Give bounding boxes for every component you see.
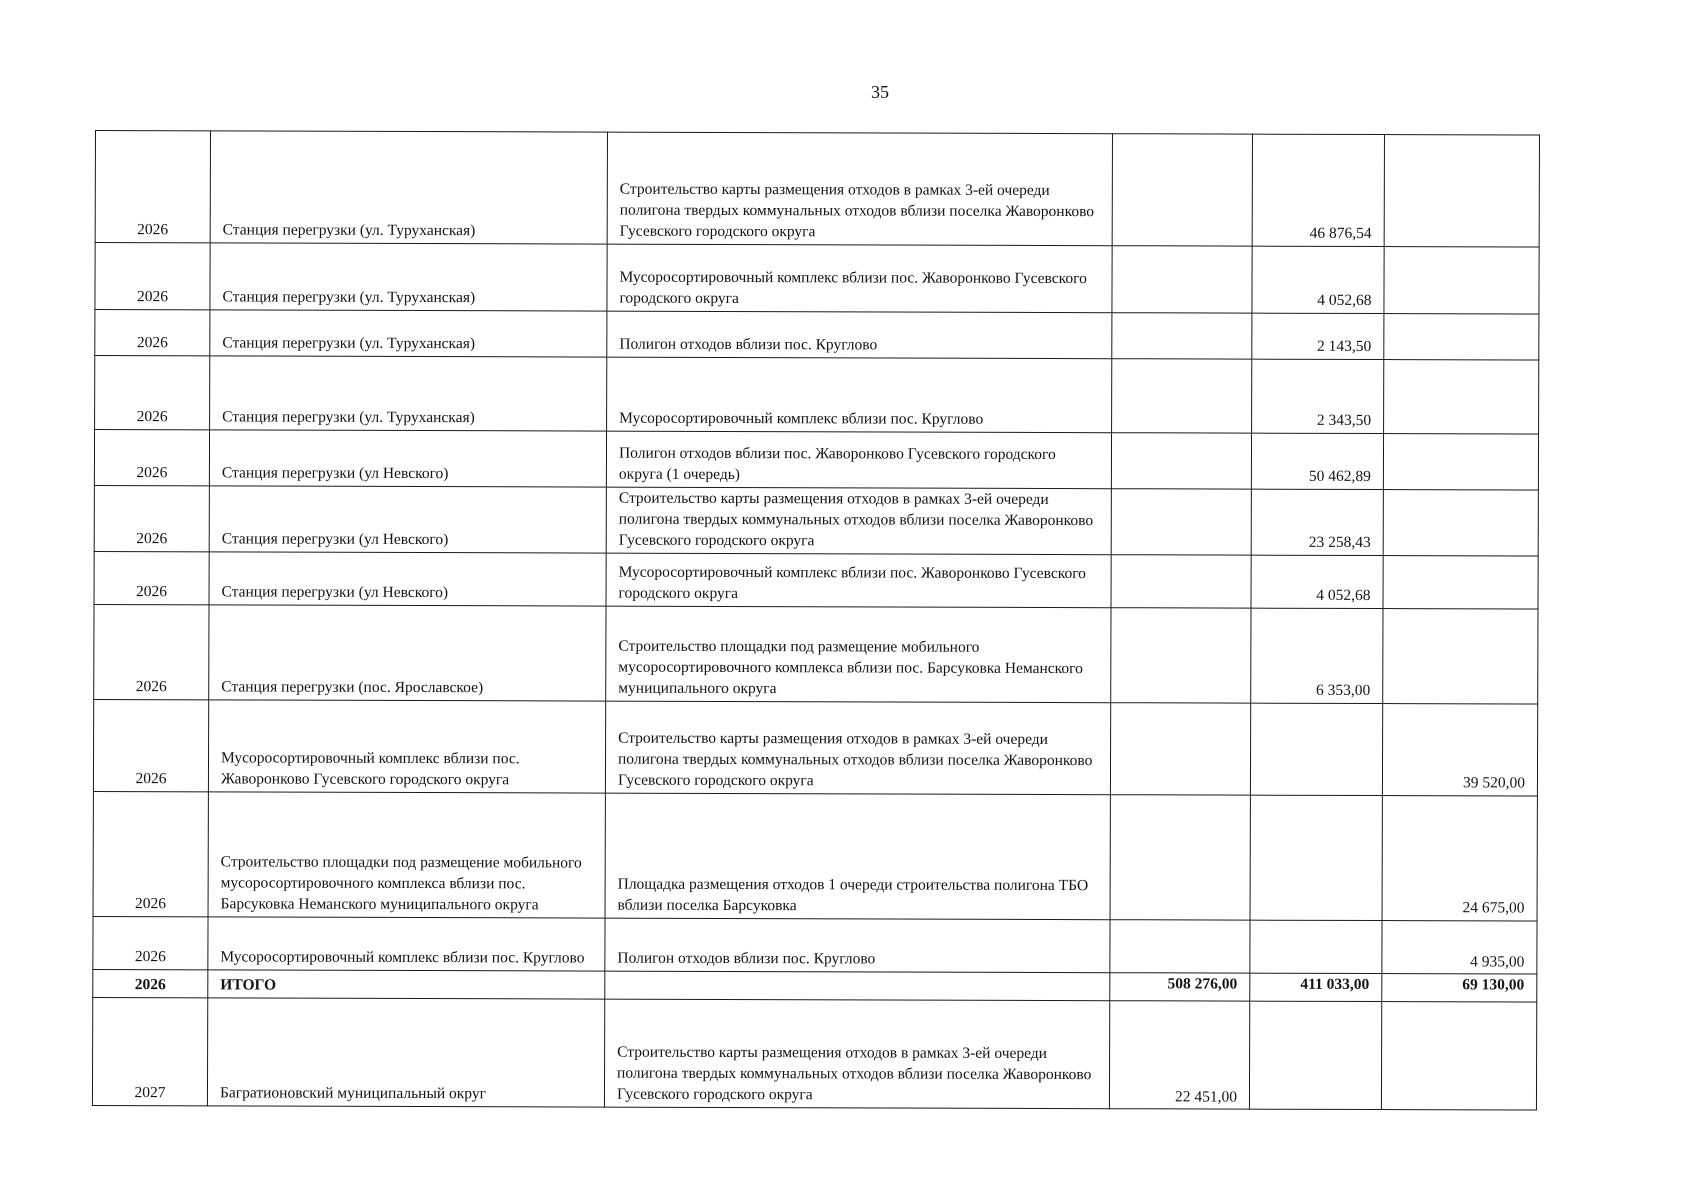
source-cell: Станция перегрузки (ул Невского) xyxy=(209,486,606,553)
amount-cell-col6 xyxy=(1384,360,1539,434)
year-cell: 2026 xyxy=(95,310,210,356)
table-row xyxy=(95,243,1539,315)
amount-cell-col4 xyxy=(1112,246,1252,313)
amount-cell-col5 xyxy=(1250,703,1382,795)
total-col5: 411 033,00 xyxy=(1250,973,1382,1001)
amount-cell-col4 xyxy=(1110,703,1250,795)
year-cell: 2026 xyxy=(94,551,209,604)
destination-cell: Строительство площадки под размещение мобильного мусоросортировочного комплекса вблизи пос. Барсуковка Неманского муниципального округа xyxy=(606,606,1111,703)
table-row xyxy=(94,485,1538,556)
amount-cell-col4 xyxy=(1111,433,1251,489)
amount-cell-col6 xyxy=(1381,1002,1536,1110)
destination-cell: Строительство карты размещения отходов в рамках 3-ей очереди полигона твердых коммунальных отходов вблизи поселка Жаворонково Гусевского городского округа xyxy=(604,999,1109,1109)
amount-cell-col5: 4 052,68 xyxy=(1251,555,1383,608)
amount-cell-col4 xyxy=(1111,608,1251,703)
table-row xyxy=(93,699,1537,796)
amount-cell-col5: 23 258,43 xyxy=(1251,489,1383,555)
source-cell: Станция перегрузки (пос. Ярославское) xyxy=(209,605,606,701)
amount-cell-col5: 46 876,54 xyxy=(1252,134,1384,246)
source-cell: Мусоросортировочный комплекс вблизи пос. Жаворонково Гусевского городского округа xyxy=(208,700,605,793)
table-row xyxy=(94,604,1538,704)
amount-cell-col6: 39 520,00 xyxy=(1382,704,1537,796)
year-cell: 2026 xyxy=(93,916,208,969)
table-row xyxy=(95,310,1539,361)
year-cell: 2026 xyxy=(94,485,209,551)
amount-cell-col5 xyxy=(1249,1001,1381,1109)
destination-cell: Мусоросортировочный комплекс вблизи пос. Жаворонково Гусевского городского округа xyxy=(606,553,1111,608)
amount-cell-col5: 2 343,50 xyxy=(1252,359,1384,433)
amount-cell-col4 xyxy=(1112,313,1252,359)
amount-cell-col6 xyxy=(1383,434,1538,490)
table-row xyxy=(93,916,1537,974)
total-col4: 508 276,00 xyxy=(1110,973,1250,1001)
destination-cell: Полигон отходов вблизи пос. Круглово xyxy=(605,918,1110,973)
amount-cell-col6: 4 935,00 xyxy=(1382,921,1537,974)
amount-cell-col5 xyxy=(1250,920,1382,973)
source-cell: Станция перегрузки (ул Невского) xyxy=(209,552,606,606)
amount-cell-col5 xyxy=(1250,795,1382,920)
source-cell: Строительство площадки под размещение мобильного мусоросортировочного комплекса вблизи пос. Барсуковка Неманского муниципального округа xyxy=(208,792,605,918)
amount-cell-col5: 2 143,50 xyxy=(1252,313,1384,359)
year-cell: 2027 xyxy=(92,997,207,1105)
year-cell: 2026 xyxy=(94,430,209,486)
amount-cell-col4 xyxy=(1111,489,1251,555)
source-cell: Станция перегрузки (ул. Туруханская) xyxy=(210,131,607,244)
year-cell: 2026 xyxy=(93,791,208,916)
amount-cell-col6 xyxy=(1383,556,1538,609)
source-cell: Станция перегрузки (ул. Туруханская) xyxy=(210,356,607,431)
amount-cell-col4 xyxy=(1112,359,1252,433)
amount-cell-col6 xyxy=(1383,609,1538,704)
amount-cell-col4: 22 451,00 xyxy=(1109,1001,1249,1109)
source-cell: Багратионовский муниципальный округ xyxy=(207,998,604,1107)
amount-cell-col5: 50 462,89 xyxy=(1251,433,1383,489)
year-cell: 2026 xyxy=(93,699,208,791)
total-year-cell: 2026 xyxy=(93,969,208,997)
amount-cell-col6 xyxy=(1384,314,1539,360)
year-cell: 2026 xyxy=(95,131,210,243)
waste-flow-table xyxy=(92,130,1540,1111)
total-label: ИТОГО xyxy=(208,970,605,999)
amount-cell-col6 xyxy=(1384,135,1539,247)
table-row xyxy=(94,551,1538,609)
amount-cell-col4 xyxy=(1111,555,1251,608)
table-row xyxy=(92,997,1536,1110)
total-col6: 69 130,00 xyxy=(1382,974,1537,1002)
destination-cell: Площадка размещения отходов 1 очереди строительства полигона ТБО вблизи поселка Барсуковка xyxy=(605,793,1110,920)
source-cell: Станция перегрузки (ул. Туруханская) xyxy=(210,310,607,357)
destination-cell: Мусоросортировочный комплекс вблизи пос. Круглово xyxy=(607,357,1112,433)
amount-cell-col4 xyxy=(1110,795,1250,920)
destination-cell: Строительство карты размещения отходов в рамках 3-ей очереди полигона твердых коммунальных отходов вблизи поселка Жаворонково Гусевского городского округа xyxy=(607,132,1112,246)
amount-cell-col5: 6 353,00 xyxy=(1251,608,1383,703)
total-row xyxy=(93,969,1537,1002)
destination-cell: Полигон отходов вблизи пос. Круглово xyxy=(607,311,1112,359)
source-cell: Станция перегрузки (ул. Туруханская) xyxy=(210,243,607,311)
amount-cell-col4 xyxy=(1110,920,1250,973)
amount-cell-col6 xyxy=(1383,490,1538,556)
destination-cell: Строительство карты размещения отходов в рамках 3-ей очереди полигона твердых коммунальных отходов вблизи поселка Жаворонково Гусевского городского округа xyxy=(606,487,1111,555)
table-row xyxy=(95,131,1539,248)
destination-cell: Полигон отходов вблизи пос. Жаворонково Гусевского городского округа (1 очередь) xyxy=(606,431,1111,489)
year-cell: 2026 xyxy=(95,356,210,430)
source-cell: Станция перегрузки (ул Невского) xyxy=(209,430,606,487)
year-cell: 2026 xyxy=(95,243,210,310)
destination-cell: Строительство карты размещения отходов в рамках 3-ей очереди полигона твердых коммунальных отходов вблизи поселка Жаворонково Гусевского городского округа xyxy=(605,701,1110,795)
page-number: 35 xyxy=(871,82,889,102)
table-row xyxy=(94,430,1538,491)
total-destination-cell xyxy=(605,971,1110,1001)
destination-cell: Мусоросортировочный комплекс вблизи пос. Жаворонково Гусевского городского округа xyxy=(607,244,1112,313)
source-cell: Мусоросортировочный комплекс вблизи пос. Круглово xyxy=(208,917,605,971)
amount-cell-col4 xyxy=(1112,134,1252,246)
amount-cell-col5: 4 052,68 xyxy=(1252,246,1384,313)
table-row xyxy=(93,791,1537,921)
year-cell: 2026 xyxy=(94,604,209,699)
amount-cell-col6 xyxy=(1384,247,1539,314)
amount-cell-col6: 24 675,00 xyxy=(1382,796,1537,921)
table-row xyxy=(95,356,1539,435)
